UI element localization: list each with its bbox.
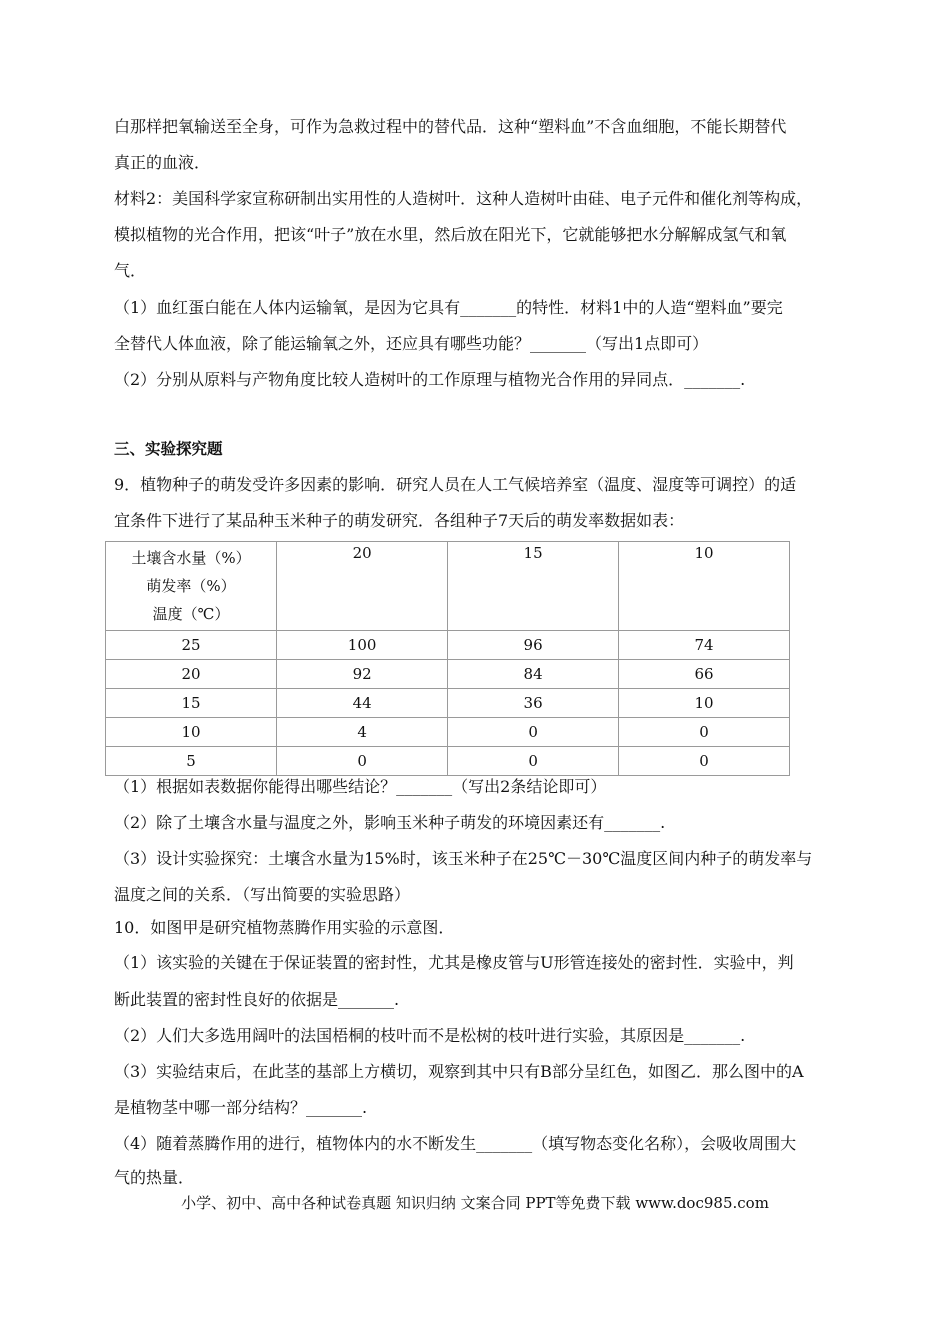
table-cell: 4 bbox=[277, 718, 448, 747]
table-cell: 36 bbox=[448, 689, 619, 718]
section-heading: 三、实验探究题 bbox=[114, 440, 223, 458]
q9-part3-line-2: 温度之间的关系．（写出简要的实验思路） bbox=[114, 885, 411, 904]
table-cell: 96 bbox=[448, 631, 619, 660]
column-header: 10 bbox=[619, 542, 790, 631]
column-header: 20 bbox=[277, 542, 448, 631]
material-1-line-1: 白那样把氧输送至全身，可作为急救过程中的替代品．这种“塑料血”不含血细胞，不能长期替代 bbox=[114, 117, 787, 136]
page-footer: 小学、初中、高中各种试卷真题 知识归纳 文案合同 PPT等免费下载 www.doc985.com bbox=[181, 1194, 769, 1212]
material-1-line-2: 真正的血液． bbox=[114, 153, 211, 172]
table-cell: 100 bbox=[277, 631, 448, 660]
table-cell: 0 bbox=[619, 718, 790, 747]
q10-part2: （2）人们大多选用阔叶的法国梧桐的枝叶而不是松树的枝叶进行实验，其原因是_______. bbox=[114, 1026, 746, 1045]
table-cell: 0 bbox=[619, 747, 790, 776]
q9-intro-line-2: 宜条件下进行了某品种玉米种子的萌发研究．各组种子7天后的萌发率数据如表： bbox=[114, 511, 685, 530]
table-row bbox=[106, 689, 790, 718]
table-corner-header bbox=[106, 542, 277, 631]
table-cell: 84 bbox=[448, 660, 619, 689]
q8-part1-line-1: （1）血红蛋白能在人体内运输氧，是因为它具有_______的特性．材料1中的人造“塑料血”要完 bbox=[114, 298, 783, 317]
q10-part4-line-1: （4）随着蒸腾作用的进行，植物体内的水不断发生_______（填写物态变化名称），会吸收周围大 bbox=[114, 1134, 797, 1153]
table-row bbox=[106, 747, 790, 776]
header-temperature-label: 温度（℃） bbox=[152, 605, 230, 623]
table-cell: 92 bbox=[277, 660, 448, 689]
row-temperature: 5 bbox=[106, 747, 277, 776]
q8-part1-line-2: 全替代人体血液，除了能运输氧之外，还应具有哪些功能？_______（写出1点即可） bbox=[114, 334, 709, 353]
table-cell: 0 bbox=[448, 718, 619, 747]
q9-part3-line-1: （3）设计实验探究：土壤含水量为15%时，该玉米种子在25℃－30℃温度区间内种子的萌发率与 bbox=[114, 849, 813, 868]
q9-part1: （1）根据如表数据你能得出哪些结论？_______（写出2条结论即可） bbox=[114, 777, 607, 796]
material-2-line-1: 材料2：美国科学家宣称研制出实用性的人造树叶．这种人造树叶由硅、电子元件和催化剂等构成， bbox=[114, 189, 813, 208]
q10-part3-line-1: （3）实验结束后，在此茎的基部上方横切，观察到其中只有B部分呈红色，如图乙．那么图中的A bbox=[114, 1062, 804, 1081]
material-2-line-3: 气． bbox=[114, 261, 147, 280]
q9-part2: （2）除了土壤含水量与温度之外，影响玉米种子萌发的环境因素还有_______. bbox=[114, 813, 666, 832]
q10-part4-line-2: 气的热量． bbox=[114, 1168, 195, 1187]
row-temperature: 20 bbox=[106, 660, 277, 689]
table-row bbox=[106, 718, 790, 747]
table-row bbox=[106, 631, 790, 660]
row-temperature: 10 bbox=[106, 718, 277, 747]
header-moisture-label: 土壤含水量（%） bbox=[131, 549, 251, 567]
column-header: 15 bbox=[448, 542, 619, 631]
table-cell: 0 bbox=[448, 747, 619, 776]
table-cell: 44 bbox=[277, 689, 448, 718]
q10-part3-line-2: 是植物茎中哪一部分结构？_______. bbox=[114, 1098, 368, 1117]
table-row bbox=[106, 660, 790, 689]
germination-table bbox=[105, 541, 790, 776]
row-temperature: 25 bbox=[106, 631, 277, 660]
table-cell: 10 bbox=[619, 689, 790, 718]
table-cell: 74 bbox=[619, 631, 790, 660]
row-temperature: 15 bbox=[106, 689, 277, 718]
q9-intro-line-1: 9．植物种子的萌发受许多因素的影响．研究人员在人工气候培养室（温度、湿度等可调控）的适 bbox=[114, 475, 797, 494]
material-2-line-2: 模拟植物的光合作用，把该“叶子”放在水里，然后放在阳光下，它就能够把水分解解成氢气和氧 bbox=[114, 225, 787, 244]
q8-part2: （2）分别从原料与产物角度比较人造树叶的工作原理与植物光合作用的异同点．_______. bbox=[114, 370, 746, 389]
header-germination-label: 萌发率（%） bbox=[146, 577, 236, 595]
q10-intro: 10．如图甲是研究植物蒸腾作用实验的示意图． bbox=[114, 918, 455, 937]
table-cell: 66 bbox=[619, 660, 790, 689]
table-cell: 0 bbox=[277, 747, 448, 776]
q10-part1-line-1: （1）该实验的关键在于保证装置的密封性，尤其是橡皮管与U形管连接处的密封性．实验中，判 bbox=[114, 953, 794, 972]
table-header-row bbox=[106, 542, 790, 631]
q10-part1-line-2: 断此装置的密封性良好的依据是_______. bbox=[114, 990, 400, 1009]
